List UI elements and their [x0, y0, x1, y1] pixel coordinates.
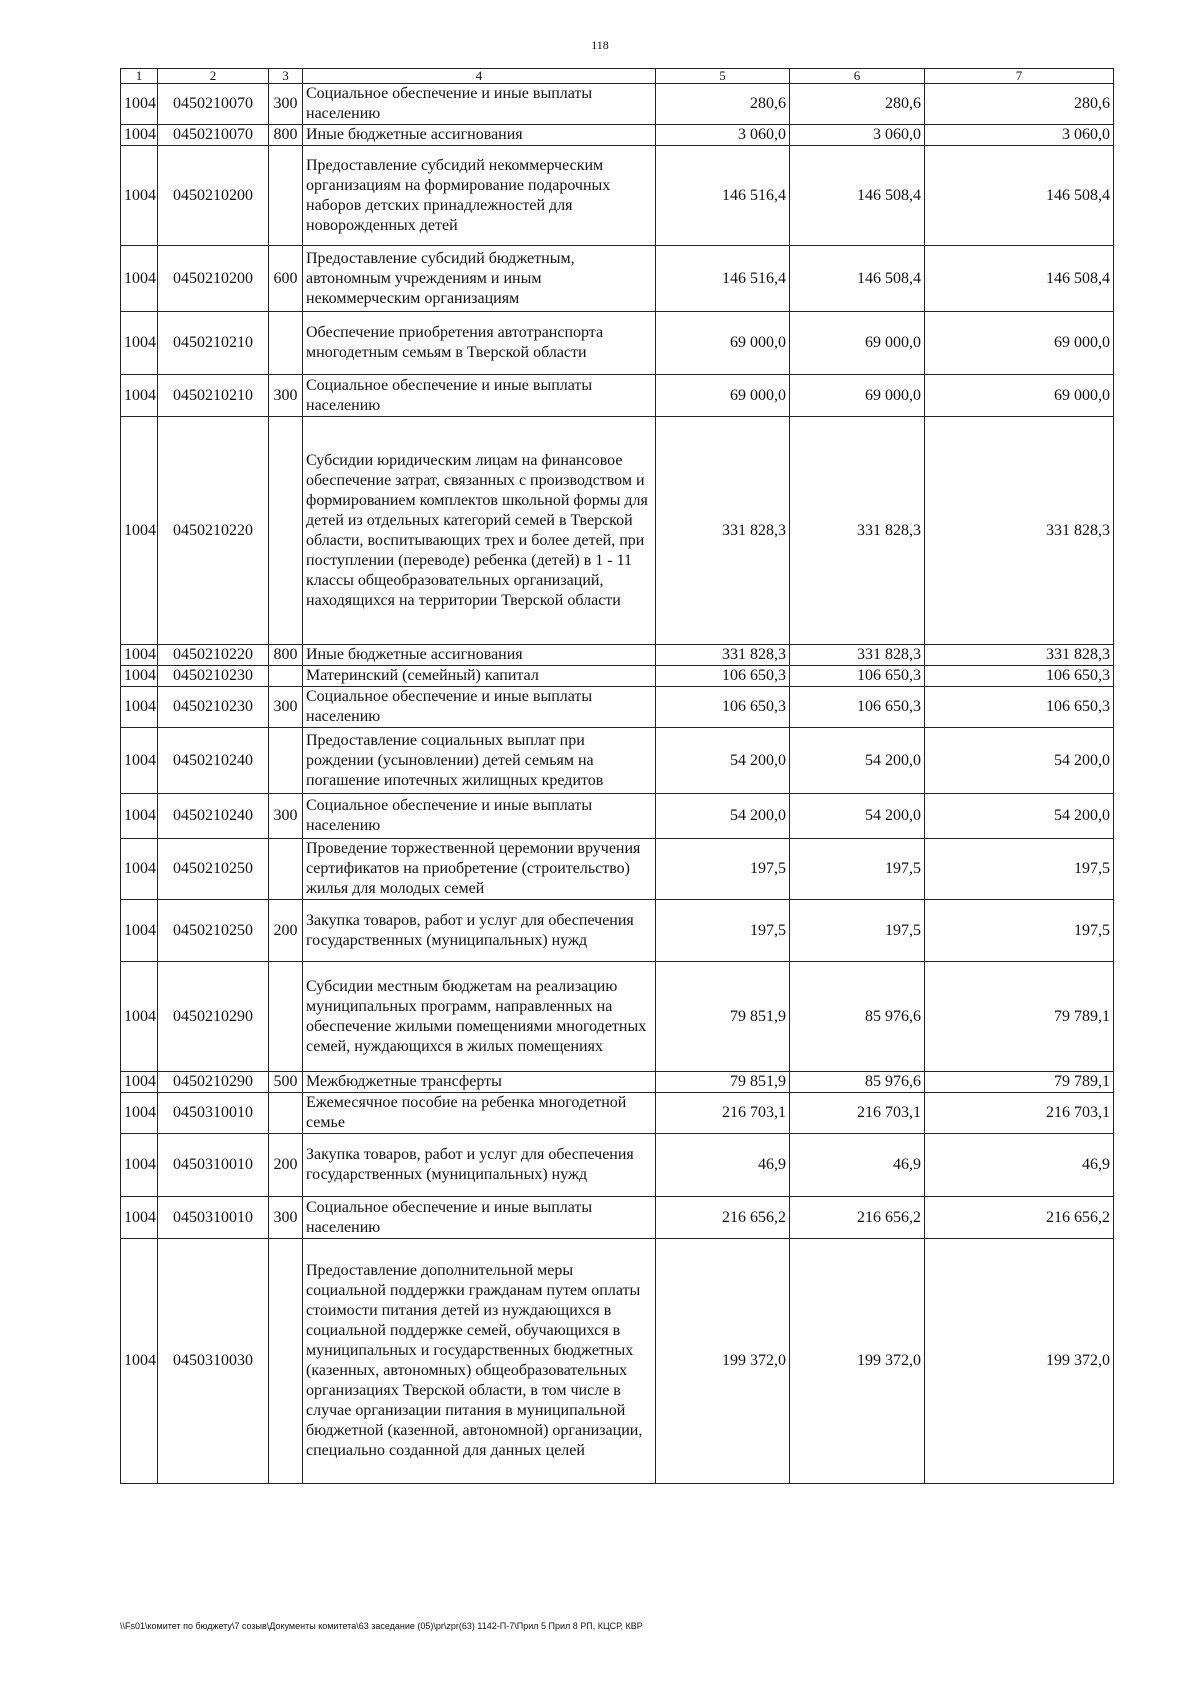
- table-row: [121, 839, 1114, 900]
- expense-type-code-cell: 300: [269, 84, 303, 125]
- description-cell: Иные бюджетные ассигнования: [303, 645, 656, 666]
- table-row: [121, 728, 1114, 794]
- expense-type-code-cell: 200: [269, 900, 303, 962]
- amount-col-5-cell: 106 650,3: [656, 687, 790, 728]
- section-code-cell: 1004: [121, 125, 158, 146]
- table-row: [121, 1134, 1114, 1197]
- amount-col-6-cell: 3 060,0: [790, 125, 925, 146]
- table-row: [121, 645, 1114, 666]
- amount-col-6-cell: 106 650,3: [790, 687, 925, 728]
- description-cell: Иные бюджетные ассигнования: [303, 125, 656, 146]
- header-col-6: 6: [790, 69, 925, 84]
- amount-col-5-cell: 331 828,3: [656, 417, 790, 645]
- expense-type-code-cell: 500: [269, 1072, 303, 1093]
- target-article-code-cell: 0450210240: [158, 794, 269, 839]
- amount-col-7-cell: 46,9: [925, 1134, 1114, 1197]
- amount-col-5-cell: 146 516,4: [656, 146, 790, 246]
- amount-col-5-cell: 69 000,0: [656, 312, 790, 375]
- table-row: [121, 246, 1114, 312]
- amount-col-5-cell: 216 703,1: [656, 1093, 790, 1134]
- description-cell: Социальное обеспечение и иные выплаты населению: [303, 375, 656, 417]
- target-article-code-cell: 0450210220: [158, 417, 269, 645]
- amount-col-7-cell: 106 650,3: [925, 666, 1114, 687]
- amount-col-6-cell: 85 976,6: [790, 962, 925, 1072]
- amount-col-6-cell: 54 200,0: [790, 728, 925, 794]
- description-cell: Материнский (семейный) капитал: [303, 666, 656, 687]
- description-cell: Закупка товаров, работ и услуг для обеспечения государственных (муниципальных) нужд: [303, 1134, 656, 1197]
- expense-type-code-cell: [269, 1093, 303, 1134]
- section-code-cell: 1004: [121, 146, 158, 246]
- amount-col-6-cell: 54 200,0: [790, 794, 925, 839]
- amount-col-5-cell: 79 851,9: [656, 962, 790, 1072]
- expense-type-code-cell: 800: [269, 645, 303, 666]
- amount-col-6-cell: 146 508,4: [790, 246, 925, 312]
- expense-type-code-cell: 600: [269, 246, 303, 312]
- amount-col-5-cell: 216 656,2: [656, 1197, 790, 1239]
- section-code-cell: 1004: [121, 1072, 158, 1093]
- expense-type-code-cell: [269, 962, 303, 1072]
- amount-col-7-cell: 54 200,0: [925, 728, 1114, 794]
- header-col-1: 1: [121, 69, 158, 84]
- amount-col-5-cell: 3 060,0: [656, 125, 790, 146]
- expense-type-code-cell: [269, 312, 303, 375]
- description-cell: Социальное обеспечение и иные выплаты населению: [303, 794, 656, 839]
- table-row: [121, 146, 1114, 246]
- amount-col-6-cell: 69 000,0: [790, 375, 925, 417]
- target-article-code-cell: 0450210290: [158, 962, 269, 1072]
- target-article-code-cell: 0450210230: [158, 687, 269, 728]
- section-code-cell: 1004: [121, 687, 158, 728]
- amount-col-7-cell: 280,6: [925, 84, 1114, 125]
- section-code-cell: 1004: [121, 962, 158, 1072]
- amount-col-7-cell: 199 372,0: [925, 1239, 1114, 1484]
- amount-col-7-cell: 146 508,4: [925, 146, 1114, 246]
- section-code-cell: 1004: [121, 666, 158, 687]
- amount-col-7-cell: 216 703,1: [925, 1093, 1114, 1134]
- amount-col-7-cell: 331 828,3: [925, 645, 1114, 666]
- section-code-cell: 1004: [121, 728, 158, 794]
- target-article-code-cell: 0450210200: [158, 146, 269, 246]
- amount-col-7-cell: 54 200,0: [925, 794, 1114, 839]
- expense-type-code-cell: [269, 839, 303, 900]
- target-article-code-cell: 0450310030: [158, 1239, 269, 1484]
- section-code-cell: 1004: [121, 1239, 158, 1484]
- table-row: [121, 375, 1114, 417]
- table-body: [121, 84, 1114, 1484]
- table-row: [121, 794, 1114, 839]
- amount-col-6-cell: 85 976,6: [790, 1072, 925, 1093]
- target-article-code-cell: 0450210250: [158, 839, 269, 900]
- amount-col-5-cell: 54 200,0: [656, 728, 790, 794]
- amount-col-5-cell: 146 516,4: [656, 246, 790, 312]
- amount-col-5-cell: 199 372,0: [656, 1239, 790, 1484]
- target-article-code-cell: 0450210290: [158, 1072, 269, 1093]
- description-cell: Социальное обеспечение и иные выплаты населению: [303, 84, 656, 125]
- header-col-2: 2: [158, 69, 269, 84]
- amount-col-7-cell: 197,5: [925, 839, 1114, 900]
- expense-type-code-cell: [269, 728, 303, 794]
- description-cell: Социальное обеспечение и иные выплаты населению: [303, 1197, 656, 1239]
- amount-col-5-cell: 197,5: [656, 900, 790, 962]
- amount-col-6-cell: 146 508,4: [790, 146, 925, 246]
- page-number: 118: [591, 38, 609, 52]
- expense-type-code-cell: 300: [269, 1197, 303, 1239]
- target-article-code-cell: 0450210210: [158, 375, 269, 417]
- header-col-7: 7: [925, 69, 1114, 84]
- description-cell: Социальное обеспечение и иные выплаты населению: [303, 687, 656, 728]
- section-code-cell: 1004: [121, 375, 158, 417]
- amount-col-6-cell: 331 828,3: [790, 417, 925, 645]
- amount-col-6-cell: 216 703,1: [790, 1093, 925, 1134]
- amount-col-6-cell: 197,5: [790, 839, 925, 900]
- amount-col-6-cell: 280,6: [790, 84, 925, 125]
- header-col-5: 5: [656, 69, 790, 84]
- table-row: [121, 687, 1114, 728]
- amount-col-5-cell: 79 851,9: [656, 1072, 790, 1093]
- description-cell: Предоставление субсидий бюджетным, автономным учреждениям и иным некоммерческим организациям: [303, 246, 656, 312]
- description-cell: Предоставление субсидий некоммерческим организациям на формирование подарочных наборов детских принадлежностей для новорожденных детей: [303, 146, 656, 246]
- expense-type-code-cell: [269, 146, 303, 246]
- section-code-cell: 1004: [121, 794, 158, 839]
- expense-type-code-cell: 300: [269, 794, 303, 839]
- amount-col-6-cell: 106 650,3: [790, 666, 925, 687]
- table-row: [121, 962, 1114, 1072]
- target-article-code-cell: 0450310010: [158, 1197, 269, 1239]
- description-cell: Предоставление дополнительной меры социальной поддержки гражданам путем оплаты стоимости питания детей из нуждающихся в социальной поддержке семей, обучающихся в муниципальных и государственных бюджетных (казенных, автономных) общеобразовательных организациях Тверской области, в том числе в случае организации питания в муниципальной бюджетной (казенной, автономной) организации, специально созданной для данных целей: [303, 1239, 656, 1484]
- section-code-cell: 1004: [121, 1134, 158, 1197]
- target-article-code-cell: 0450210070: [158, 125, 269, 146]
- expense-type-code-cell: 200: [269, 1134, 303, 1197]
- target-article-code-cell: 0450310010: [158, 1093, 269, 1134]
- description-cell: Обеспечение приобретения автотранспорта многодетным семьям в Тверской области: [303, 312, 656, 375]
- target-article-code-cell: 0450310010: [158, 1134, 269, 1197]
- amount-col-7-cell: 331 828,3: [925, 417, 1114, 645]
- target-article-code-cell: 0450210210: [158, 312, 269, 375]
- amount-col-6-cell: 216 656,2: [790, 1197, 925, 1239]
- expense-type-code-cell: 800: [269, 125, 303, 146]
- section-code-cell: 1004: [121, 84, 158, 125]
- section-code-cell: 1004: [121, 246, 158, 312]
- table-row: [121, 1072, 1114, 1093]
- target-article-code-cell: 0450210070: [158, 84, 269, 125]
- amount-col-5-cell: 106 650,3: [656, 666, 790, 687]
- expense-type-code-cell: [269, 1239, 303, 1484]
- section-code-cell: 1004: [121, 900, 158, 962]
- target-article-code-cell: 0450210200: [158, 246, 269, 312]
- amount-col-5-cell: 197,5: [656, 839, 790, 900]
- description-cell: Ежемесячное пособие на ребенка многодетной семье: [303, 1093, 656, 1134]
- target-article-code-cell: 0450210220: [158, 645, 269, 666]
- table-row: [121, 1197, 1114, 1239]
- header-col-3: 3: [269, 69, 303, 84]
- target-article-code-cell: 0450210240: [158, 728, 269, 794]
- amount-col-7-cell: 146 508,4: [925, 246, 1114, 312]
- header-col-4: 4: [303, 69, 656, 84]
- table-row: [121, 1093, 1114, 1134]
- budget-table: [120, 68, 1114, 1484]
- amount-col-6-cell: 197,5: [790, 900, 925, 962]
- section-code-cell: 1004: [121, 312, 158, 375]
- section-code-cell: 1004: [121, 839, 158, 900]
- amount-col-7-cell: 216 656,2: [925, 1197, 1114, 1239]
- table-row: [121, 312, 1114, 375]
- section-code-cell: 1004: [121, 645, 158, 666]
- amount-col-7-cell: 197,5: [925, 900, 1114, 962]
- amount-col-7-cell: 79 789,1: [925, 1072, 1114, 1093]
- amount-col-5-cell: 46,9: [656, 1134, 790, 1197]
- footer-file-path: \\Fs01\комитет по бюджету\7 созыв\Документы комитета\63 заседание (05)\pr\zpr(63) 1142-П-7\Прил 5 Прил 8 РП, КЦСР, КВР: [120, 1621, 643, 1631]
- description-cell: Субсидии местным бюджетам на реализацию муниципальных программ, направленных на обеспечение жилыми помещениями многодетных семей, нуждающихся в жилых помещениях: [303, 962, 656, 1072]
- table-row: [121, 125, 1114, 146]
- expense-type-code-cell: [269, 417, 303, 645]
- amount-col-5-cell: 280,6: [656, 84, 790, 125]
- target-article-code-cell: 0450210230: [158, 666, 269, 687]
- expense-type-code-cell: 300: [269, 375, 303, 417]
- amount-col-6-cell: 199 372,0: [790, 1239, 925, 1484]
- description-cell: Предоставление социальных выплат при рождении (усыновлении) детей семьям на погашение ипотечных жилищных кредитов: [303, 728, 656, 794]
- description-cell: Проведение торжественной церемонии вручения сертификатов на приобретение (строительство) жилья для молодых семей: [303, 839, 656, 900]
- expense-type-code-cell: 300: [269, 687, 303, 728]
- target-article-code-cell: 0450210250: [158, 900, 269, 962]
- expense-type-code-cell: [269, 666, 303, 687]
- amount-col-5-cell: 54 200,0: [656, 794, 790, 839]
- amount-col-7-cell: 69 000,0: [925, 375, 1114, 417]
- amount-col-6-cell: 69 000,0: [790, 312, 925, 375]
- section-code-cell: 1004: [121, 1197, 158, 1239]
- amount-col-7-cell: 106 650,3: [925, 687, 1114, 728]
- amount-col-6-cell: 331 828,3: [790, 645, 925, 666]
- description-cell: Субсидии юридическим лицам на финансовое обеспечение затрат, связанных с производством и формированием комплектов школьной формы для детей из отдельных категорий семей в Тверской области, воспитывающих трех и более детей, при поступлении (переводе) ребенка (детей) в 1 - 11 классы общеобразовательных организаций, находящихся на территории Тверской области: [303, 417, 656, 645]
- table-row: [121, 666, 1114, 687]
- amount-col-5-cell: 69 000,0: [656, 375, 790, 417]
- table-row: [121, 417, 1114, 645]
- description-cell: Закупка товаров, работ и услуг для обеспечения государственных (муниципальных) нужд: [303, 900, 656, 962]
- table-row: [121, 900, 1114, 962]
- header-row: [121, 69, 1114, 84]
- table-row: [121, 84, 1114, 125]
- section-code-cell: 1004: [121, 1093, 158, 1134]
- amount-col-7-cell: 79 789,1: [925, 962, 1114, 1072]
- table-row: [121, 1239, 1114, 1484]
- amount-col-6-cell: 46,9: [790, 1134, 925, 1197]
- amount-col-7-cell: 3 060,0: [925, 125, 1114, 146]
- amount-col-5-cell: 331 828,3: [656, 645, 790, 666]
- amount-col-7-cell: 69 000,0: [925, 312, 1114, 375]
- description-cell: Межбюджетные трансферты: [303, 1072, 656, 1093]
- section-code-cell: 1004: [121, 417, 158, 645]
